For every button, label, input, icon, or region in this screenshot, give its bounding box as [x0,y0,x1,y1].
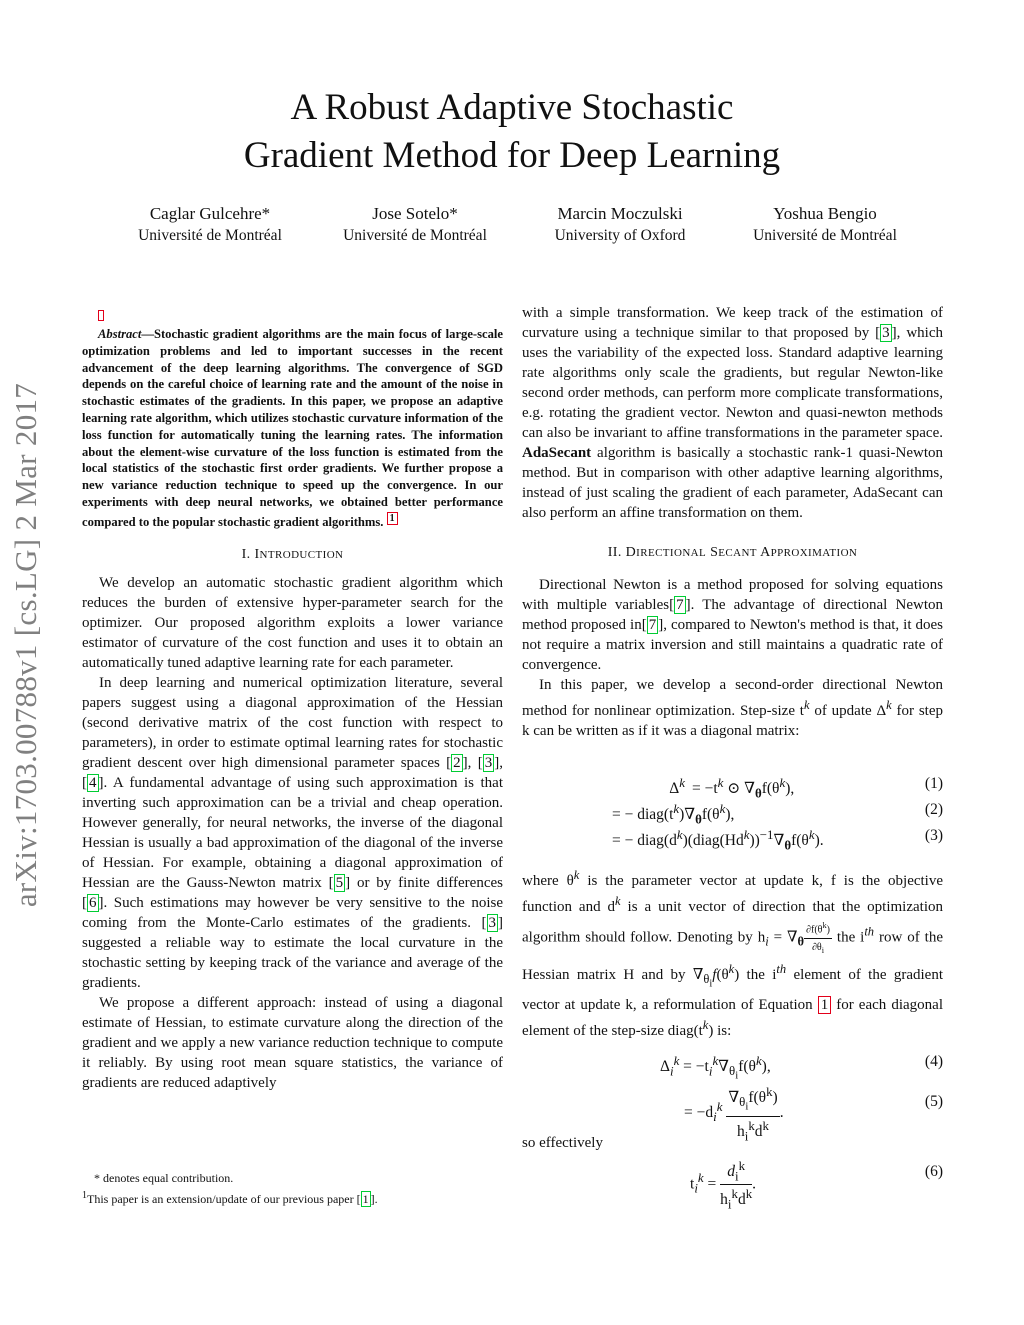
annotation-marker [98,310,104,321]
left-column [82,310,503,1093]
right-column [522,303,944,1212]
author-name: Yoshua Bengio [773,204,877,223]
section2-paragraph-3: where $\theta^k$ is the parameter vector at update k, f is the objective function and $d^k$ is a unit vector of direction that the optimization algorithm should follow. Denoting by $h_i = \nabla_\theta$ $\frac{\partial f(\theta^k)}{\partial\theta_i}$ the $i^{th}$ row of the Hessian matrix H and by $\nabla_{\theta_i}f(\theta^k)$ the $i^{th}$ element of the gradient vector at update k, a reformulation of Equation 1 for each diagonal element of the step-size $diag(t^k)$ is: [522,868,944,1039]
section2-paragraph-2: In this paper, we develop a second-order directional Newton method for nonlinear optimization. Step-size $t^k$ of update $\Delta^k$ for step k can be written as if it was a diagonal matrix: [522,677,944,739]
text-run: with a simple transformation. We keep track of the estimation of curvature using a technique similar to that proposed by [522,305,943,341]
footnote-mark: 1 [82,1190,87,1201]
author-block [730,203,920,247]
equation-rhs: $t_i^k$ = $\frac{d_i^k}{h_i^kd^k}$ . [690,1157,757,1212]
arxiv-identifier: arXiv:1703.00788v1 [cs.LG] 2 Mar 2017 [8,382,43,908]
title-line-1: A Robust Adaptive Stochastic [290,87,734,128]
equation-6 [522,1153,943,1212]
text-run: , which uses the variability of the expected loss. Standard adaptive learning rate algorithms only scale the gradients, but regular Newton-like second order methods, can perform more complicate transformations, e.g. rotating the gradient vector. Newton and quasi-newton methods can also be invariant to affine transformations in the parameter space. [522,325,943,441]
section-numeral: I. [241,546,251,562]
text-run: , compared to Newton's method is that, it does not require a matrix inversion and still maintains a quadratic rate of convergence. [522,617,944,673]
equation-3 [522,827,943,853]
text-run: for each diagonal element of the step-size diag(t [522,996,943,1039]
method-name: AdaSecant [522,445,592,461]
author-block [525,203,715,247]
heading-initial: D [625,545,637,560]
intro-paragraph-3: We propose a different approach: instead of using a diagonal estimate of Hessian, to estimate curvature along the direction of the gradient and we apply a new variance reduction technique to compute it reliably. By using root mean square statistics, the variance of gradients are reduced adaptively [82,994,503,1091]
equation-rhs: = − $diag(d^k)(diag(Hd^k))^{-1}\nabla_\theta f(\theta^k)$. [612,827,824,853]
text-run: ) is: [708,1022,732,1039]
footnote-link[interactable]: 1 [387,512,398,525]
citation-link[interactable]: 2 [453,754,461,771]
text-run: for step k can be written as if it was a diagonal matrix: [522,703,944,739]
heading-rest: ECANT [718,547,757,559]
text-run: algorithm is basically a stochastic rank-1 quasi-Newton method. But in comparison with other adaptive learning algorithms, instead of just scaling the gradient of each parameter, AdaSecant can also perform an affine transformation on them. [522,445,943,521]
equation-link[interactable]: 1 [818,996,832,1014]
author-block [320,203,510,247]
equation-rhs: = $-t^k$ ⊙ $\nabla_\theta f(\theta^k)$, [692,775,795,801]
text-run: where θ [522,873,574,889]
title-line-2: Gradient Method for Deep Learning [243,135,781,176]
abstract [82,326,503,531]
so-effectively: so effectively [522,1134,603,1151]
equation-1 [522,775,943,801]
equation-number: (1) [924,775,943,792]
equation-number: (4) [924,1052,943,1070]
text-run: the i [831,929,865,946]
text-run: row of the Hessian matrix H and by ∇ [522,929,943,984]
footnotes [82,1170,503,1208]
text-run: suggested a reliable way to estimate the local curvature in the stochastic setting by keeping track of the variance and average of the gradients. [82,934,503,991]
text-run: In this paper, we develop a second-order directional Newton method for nonlinear optimization. Step-size t [522,677,943,719]
text-run: the i [739,967,777,984]
abstract-label: Abstract [98,327,142,341]
text-run: . A fundamental advantage of using such approximation is that inverting such approximation can be a trivial and cheap operation. However generally, for neural networks, the inverse of the diagonal Hessian is usually a bad approximation of the diagonal of the inverse of Hessian. For example, obtaining a diagonal approximation of Hessian are the Gauss-Newton matrix [82,774,503,891]
text-run: Directional Newton is a method proposed for solving equations with multiple variables [522,577,943,613]
text-run: is a unit vector of direction that the optimization algorithm should follow. Denoting by h [522,899,943,946]
citation-link[interactable]: 3 [488,914,496,931]
text-run: element of the gradient vector at update k, a reformulation of Equation [522,967,943,1013]
text-run: is the parameter vector at update k, f is the objective function and d [522,873,944,915]
author-list [115,203,920,247]
section-numeral: II. [607,545,622,560]
continuation-paragraph: with a simple transformation. We keep track of the estimation of curvature using a technique similar to that proposed by [ 3 ], which uses the variability of the expected loss. Standard adaptive learning rate algorithms only scale the gradients, but regular Newton-like second order methods, can perform more complicate transformations, e.g. rotating the gradient vector. Newton and quasi-newton methods can also be invariant to affine transformations in the parameter space. AdaSecant algorithm is basically a stochastic rank-1 quasi-Newton method. But in comparison with other adaptive learning algorithms, instead of just scaling the gradient of each parameter, AdaSecant can also perform an affine transformation on them. [522,305,943,521]
intro-paragraph-2: In deep learning and numerical optimization literature, several papers suggest using a diagonal approximation of the Hessian (second derivative matrix of the cost function with respect to parameters), in order to estimate optimal learning rates for stochastic gradient descent over high dimensional parameter spaces [ 2 ], [ 3 ], [ 4 ]. A fundamental advantage of using such approximation is that inverting such approximation can be a trivial and cheap operation. However generally, for neural networks, the inverse of the diagonal Hessian is usually a bad approximation of the diagonal of the inverse of Hessian. For example, obtaining a diagonal approximation of Hessian are the Gauss-Newton matrix [ 5 ] or by finite differences [ 6 ]. Such estimations may however be very sensitive to the noise coming from the Monte-Carlo estimates of the gradients. [ 3 ] suggested a reliable way to estimate the local curvature in the stochastic setting by keeping track of the variance and average of the gradients. [82,674,503,991]
citation-link[interactable]: 3 [484,754,493,771]
abstract-text: —Stochastic gradient algorithms are the main focus of large-scale optimization problems and led to important successes in the recent advancement of the deep learning algorithms. The convergence of SGD depends on the careful choice of learning rate and the amount of the noise in stochastic estimates of the gradients. In this paper, we propose an adaptive learning rate algorithm, which utilizes stochastic curvature information of the loss function for automatically tuning the learning rates. The information about the element-wise curvature of the loss function is estimated from the local statistics of the stochastic first order gradients. We further propose a new variance reduction technique to speed up the convergence. In our experiments with deep neural networks, we obtained better performance compared to the popular stochastic gradient algorithms. [82,327,503,529]
footnote-text: This paper is an extension/update of our previous paper [87,1192,357,1206]
text-run: In deep learning and numerical optimization literature, several papers suggest using a diagonal approximation of the Hessian (second derivative matrix of the cost function with respect to parameters), in order to estimate optimal learning rates for stochastic gradient descent over high dimensional parameter spaces [82,674,503,771]
citation-link[interactable]: 5 [335,874,344,891]
citation-link[interactable]: 7 [676,597,684,613]
equation-rhs: = − $diag(t^k)\nabla_\theta f(\theta^k)$, [612,801,735,827]
author-block [115,203,305,247]
intro-paragraph-1: We develop an automatic stochastic gradient algorithm which reduces the burden of extensive hyper-parameter search for the optimizer. Our proposed algorithm exploits a lower variance estimator of curvature of the cost function and uses it to obtain an automatically tuned adaptive learning rate for each parameter. [82,574,503,671]
text-run: . Such estimations may however be very sensitive to the noise coming from the Monte-Carlo estimates of the gradients. [82,894,503,931]
citation-link[interactable]: 6 [89,894,97,911]
author-affiliation: Université de Montréal [753,227,897,244]
equation-rhs: $\Delta_i^k = -t_i^k\nabla_{\theta_i}f(\theta^k)$, [660,1052,771,1082]
footnote-1: $^1$This paper is an extension/update of our previous paper [ 1 ]. [82,1190,378,1206]
heading-initial: S [710,545,719,560]
citation-link[interactable]: 4 [89,774,97,791]
heading-rest: PPROXIMATION [770,547,858,559]
text-run: . The advantage of directional Newton method proposed in [522,597,943,633]
equation-number: (6) [924,1162,943,1180]
paper-title [112,84,912,180]
equation-4 [522,1053,943,1083]
heading-rest: IRECTIONAL [636,547,707,559]
author-affiliation: University of Oxford [554,227,686,244]
citation-link[interactable]: 3 [882,325,890,341]
footnote-equal-contribution: * denotes equal contribution. [94,1171,234,1185]
section-heading-directional-secant [522,545,943,561]
citation-link[interactable]: 7 [648,617,657,633]
equation-lhs: $\Delta^k$ [669,775,685,798]
text-run: of update Δ [809,703,887,719]
author-affiliation: Université de Montréal [138,227,282,244]
section-heading-introduction [82,547,503,563]
author-name: Marcin Moczulski [557,204,683,223]
equation-2 [522,801,943,827]
equation-rhs: = $-d_i^k$ $\frac{\nabla_{\theta_i}f(\theta^k)}{h_i^kd^k}$ . [684,1083,784,1143]
citation-link[interactable]: 1 [362,1192,369,1206]
footnote-end: . [374,1192,378,1206]
equation-number: (3) [924,827,943,844]
author-name: Jose Sotelo* [372,204,458,223]
section2-paragraph-1: Directional Newton is a method proposed for solving equations with multiple variables[ 7 ]. The advantage of directional Newton method proposed in[ 7 ], compared to Newton's method is that, it does not require a matrix inversion and still maintains a quadratic rate of convergence. [522,577,944,673]
author-name: Caglar Gulcehre* [149,204,271,223]
heading-rest: NTRODUCTION [259,548,344,561]
author-affiliation: Université de Montréal [343,227,487,244]
equation-number: (2) [924,801,943,818]
heading-initial: I [254,546,260,562]
equation-number: (5) [924,1092,943,1110]
heading-initial: A [760,545,771,560]
text-run: or by finite differences [350,874,503,891]
